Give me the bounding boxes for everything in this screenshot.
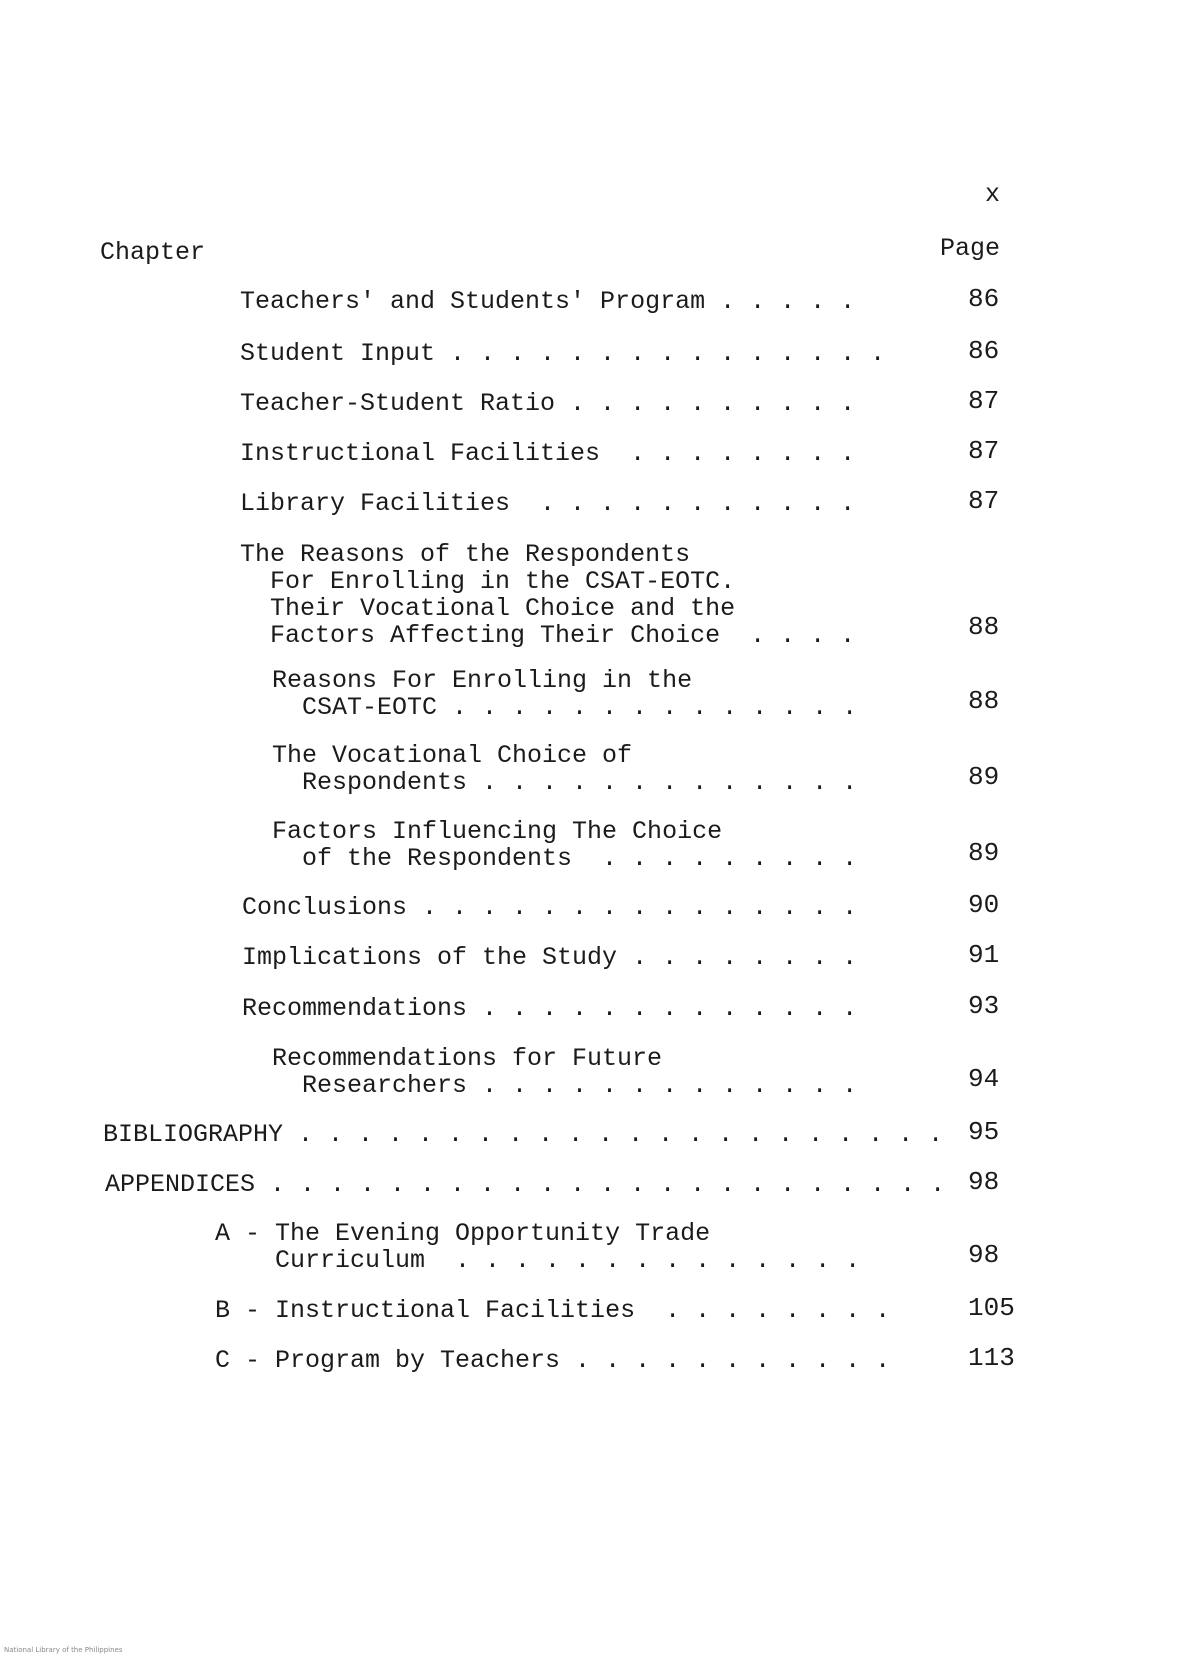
toc-entry [105,1171,945,1198]
toc-entry-title-line: For Enrolling in the CSAT-EOTC. [240,567,736,596]
toc-entry-page: 91 [968,940,1000,970]
page-header: Page [940,234,1001,263]
toc-entry-title-line: Reasons For Enrolling in the [272,666,693,695]
toc-entry-title-line: Conclusions . . . . . . . . . . . . . . . [242,893,858,922]
toc-entry-page: 93 [968,991,1000,1021]
toc-entry [272,742,857,796]
toc-entry-page: 88 [968,612,1000,642]
toc-entry-page: 86 [968,336,1000,366]
toc-entry [240,490,855,517]
toc-entry-page: 105 [968,1293,1015,1323]
toc-entry-title-line: Factors Affecting Their Choice . . . . [240,621,856,650]
toc-entry [240,390,855,417]
toc-entry [215,1347,890,1374]
toc-entry-title-line: Recommendations . . . . . . . . . . . . . [242,994,858,1023]
toc-entry [240,340,885,367]
toc-entry-page: 87 [968,386,1000,416]
toc-entry-page: 87 [968,436,1000,466]
toc-entry [215,1220,860,1274]
toc-entry-title-line: B - Instructional Facilities . . . . . . . . [215,1296,891,1325]
toc-entry-page: 113 [968,1343,1015,1373]
toc-entry [242,995,857,1022]
toc-entry-page: 98 [968,1167,1000,1197]
toc-entry-page: 88 [968,686,1000,716]
toc-entry-page: 95 [968,1117,1000,1147]
page-number: x [985,180,1001,209]
chapter-header: Chapter [100,238,206,267]
toc-entry-title-line: Student Input . . . . . . . . . . . . . . . [240,339,886,368]
toc-entry-title-line: Library Facilities . . . . . . . . . . . [240,489,856,518]
toc-entry [272,667,857,721]
toc-entry-title-line: Implications of the Study . . . . . . . . [242,943,858,972]
toc-entry-page: 89 [968,762,1000,792]
toc-entry-title-line: APPENDICES . . . . . . . . . . . . . . . . . . . . . . . [105,1170,946,1199]
footer-note: National Library of the Philippines [4,1646,123,1654]
toc-entry-title-line: The Vocational Choice of [272,741,633,770]
toc-entry-title-line: C - Program by Teachers . . . . . . . . . . . [215,1346,891,1375]
toc-entry-title-line: Curriculum . . . . . . . . . . . . . . [215,1246,861,1275]
toc-entry-title-line: Instructional Facilities . . . . . . . . [240,439,856,468]
toc-entry [272,818,857,872]
toc-entry-title-line: The Reasons of the Respondents [240,540,691,569]
toc-entry-title-line: A - The Evening Opportunity Trade [215,1219,711,1248]
toc-entry-title-line: Recommendations for Future [272,1044,663,1073]
toc-entry-page: 87 [968,486,1000,516]
toc-entry-page: 98 [968,1240,1000,1270]
toc-entry-title-line: of the Respondents . . . . . . . . . [272,844,858,873]
toc-entry-title-line: Their Vocational Choice and the [240,594,736,623]
toc-entry [103,1121,943,1148]
toc-entry [240,288,855,315]
toc-entry [242,894,857,921]
toc-entry-page: 89 [968,838,1000,868]
toc-entry [240,440,855,467]
toc-entry-title-line: BIBLIOGRAPHY . . . . . . . . . . . . . . . . . . . . . . [103,1120,944,1149]
toc-entry [240,541,855,649]
toc-entry-title-line: Teachers' and Students' Program . . . . . [240,287,856,316]
toc-entry [272,1045,857,1099]
toc-entry-title-line: Factors Influencing The Choice [272,817,723,846]
toc-entry [215,1297,890,1324]
toc-entry [242,944,857,971]
toc-entry-page: 86 [968,284,1000,314]
toc-entry-title-line: Researchers . . . . . . . . . . . . . [272,1071,858,1100]
toc-entry-page: 90 [968,890,1000,920]
toc-entry-title-line: Teacher-Student Ratio . . . . . . . . . . [240,389,856,418]
toc-entry-page: 94 [968,1064,1000,1094]
toc-entry-title-line: CSAT-EOTC . . . . . . . . . . . . . . [272,693,858,722]
toc-entry-title-line: Respondents . . . . . . . . . . . . . [272,768,858,797]
